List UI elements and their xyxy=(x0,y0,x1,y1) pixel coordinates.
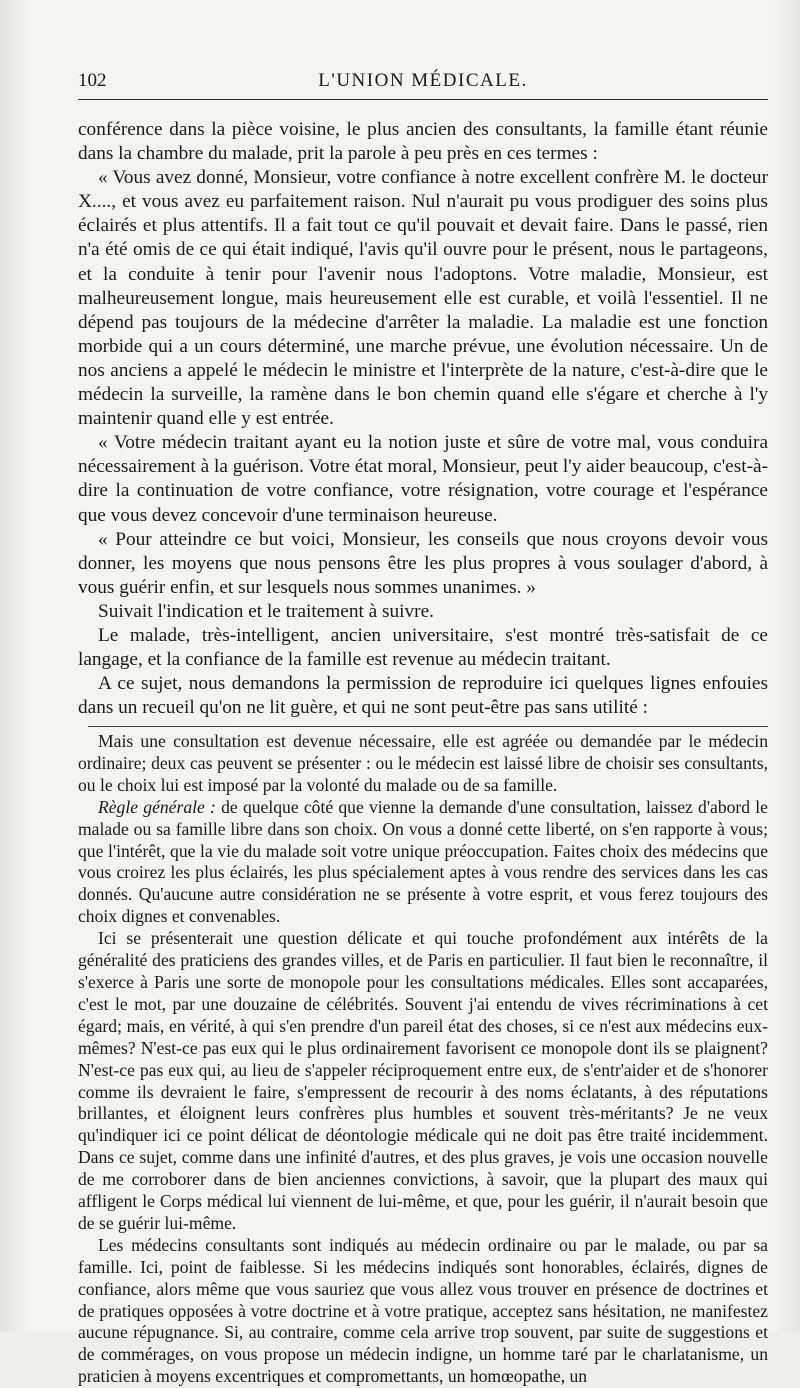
quote-paragraph xyxy=(78,797,768,928)
rule-text: de quelque côté que vienne la demande d'une consultation, laissez d'abord le malade ou sa famille libre dans son choix. On vous a donné cette liberté, on s'en rapporte à vous; que l'intérêt, que la vie du malade soit votre unique préoccupation. Faites choix des médecins que vous croirez les plus éclairés, les plus spécialement aptes à vous rendre des services dans les cas donnés. Qu'aucune autre considération ne se présente à votre esprit, et vous ferez toujours des choix dignes et convenables. xyxy=(78,796,768,927)
paragraph: Le malade, très-intelligent, ancien universitaire, s'est montré très-satisfait de ce langage, et la confiance de la famille est revenue au médecin traitant. xyxy=(78,624,768,671)
quote-paragraph: Les médecins consultants sont indiqués au médecin ordinaire ou par le malade, ou par sa famille. Ici, point de faiblesse. Si les médecins indiqués sont honorables, éclairés, dignes de confiance, alors même que vous sauriez que vous allez vous trouver en présence de doctrines et de pratiques opposées à votre doctrine et à votre pratique, acceptez sans hésitation, ne manifestez aucune répugnance. Si, au contraire, comme cela arrive trop souvent, par suite de suggestions et de commérages, on vous propose un médecin indigne, un homme taré par le charlatanisme, un praticien à moyens excentriques et compromettants, un homœopathe, un xyxy=(78,1234,768,1387)
running-head: L'UNION MÉDICALE. xyxy=(318,70,528,91)
quote-paragraph: Ici se présenterait une question délicate et qui touche profondément aux intérêts de la généralité des praticiens des grandes villes, et de Paris en particulier. Il faut bien le reconnaître, il s'exerce à Paris une sorte de monopole pour les consultations médicales. Elles sont accaparées, c'est le mot, par une douzaine de célébrités. Souvent j'ai entendu de vives récriminations à cet égard; mais, en vérité, à qui s'en prendre d'un pareil état des choses, si ce n'est aux médecins eux-mêmes? N'est-ce pas eux qui le plus ordinairement favorisent ce monopole dont ils se plaignent? N'est-ce pas eux qui, au lieu de s'appeler réciproquement entre eux, de s'entr'aider et de s'honorer comme ils devraient le faire, s'empressent de recourir à des noms éclatants, à des réputations brillantes, et éloignent leurs confrères plus humbles et souvent très-méritants? Je ne veux qu'indiquer ici ce point délicat de déontologie médicale qui ne doit pas être traité incidemment. Dans ce sujet, comme dans une infinité d'autres, et des plus graves, je vois une occasion nouvelle de me corroborer dans de bien anciennes convictions, à savoir, que la plupart des maux qui affligent le Corps médical lui viennent de lui-même, et que, pour les guérir, il n'aurait besoin que de se guérir lui-même. xyxy=(78,928,768,1233)
paragraph: Suivait l'indication et le traitement à suivre. xyxy=(98,600,434,622)
paragraph: A ce sujet, nous demandons la permission de reproduire ici quelques lignes enfouies dans un recueil qu'on ne lit guère, et qui ne sont peut-être pas sans utilité : xyxy=(78,673,768,719)
quote-separator-rule xyxy=(88,726,768,727)
header-rule xyxy=(78,99,768,100)
paragraph: « Votre médecin traitant ayant eu la notion juste et sûre de votre mal, vous conduira nécessairement à la guérison. Votre état moral, Monsieur, peut l'y aider beaucoup, c'est-à-dire la continuation de votre confiance, votre résignation, votre courage et l'espérance que vous devez concevoir d'une terminaison heureuse. xyxy=(78,432,768,526)
main-text xyxy=(78,118,768,720)
quote-paragraph: Mais une consultation est devenue nécessaire, elle est agréée ou demandée par le médecin ordinaire; deux cas peuvent se présenter : ou le médecin est laissé libre de choisir ses consultants, ou le choix lui est imposé par la volonté du malade ou de sa famille. xyxy=(78,731,768,795)
paragraph: « Pour atteindre ce but voici, Monsieur, les conseils que nous croyons devoir vous donner, les moyens que nous pensons être les plus propres à vous soulager d'abord, à vous guérir enfin, et sur lesquels nous sommes unanimes. » xyxy=(78,528,768,598)
quoted-excerpt xyxy=(78,731,768,1388)
rule-heading: Règle générale : xyxy=(98,796,216,817)
paragraph: « Vous avez donné, Monsieur, votre confiance à notre excellent confrère M. le docteur X...., et vous avez eu parfaitement raison. Nul n'aurait pu vous prodiguer des soins plus éclairés et plus attentifs. Il a fait tout ce qu'il pouvait et devait faire. Dans le passé, rien n'a été omis de ce qui était indiqué, l'avis qu'il ouvre pour le présent, nous le partageons, et la conduite à tenir pour l'avenir nous l'adoptons. Votre maladie, Monsieur, est malheureusement longue, mais heureusement elle est curable, et voilà l'essentiel. Il ne dépend pas toujours de la médecine d'arrêter la maladie. La maladie est une fonction morbide qui a un cours déterminé, une marche prévue, une évolution nécessaire. Un de nos anciens a appelé le médecin le ministre et l'interprète de la nature, c'est-à-dire que le médecin la surveille, la ramène dans le bon chemin quand elle s'égare et cherche à l'y maintenir quand elle y est entrée. xyxy=(78,167,768,430)
page-header xyxy=(78,66,768,94)
page-number: 102 xyxy=(78,70,107,91)
paragraph: conférence dans la pièce voisine, le plus ancien des consultants, la famille étant réunie dans la chambre du malade, prit la parole à peu près en ces termes : xyxy=(78,119,768,165)
